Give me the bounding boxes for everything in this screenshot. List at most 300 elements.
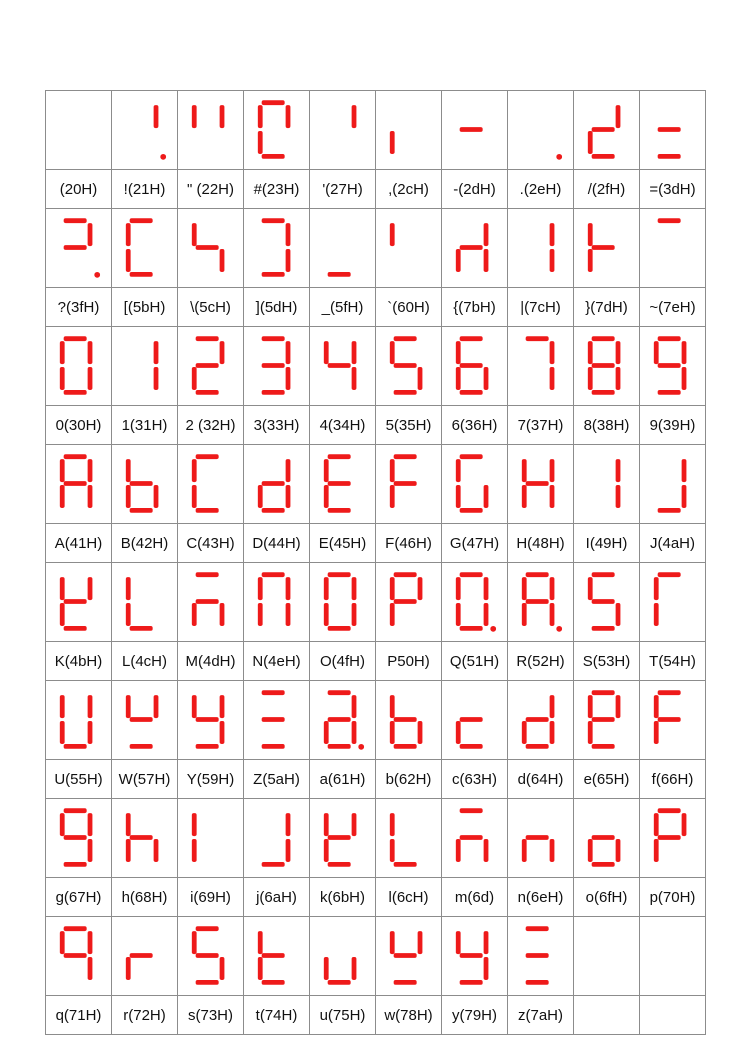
char-code-label: T(54H) xyxy=(640,642,706,681)
segment-b xyxy=(87,813,92,836)
segment-b xyxy=(87,931,92,954)
glyph-cell xyxy=(46,681,112,760)
char-code-label: H(48H) xyxy=(508,524,574,563)
segment-c xyxy=(549,603,554,626)
segment-d xyxy=(261,980,284,985)
seven-segment-glyph xyxy=(386,687,432,753)
glyph-cell xyxy=(46,445,112,524)
char-code-label: |(7cH) xyxy=(508,288,574,327)
segment-a xyxy=(591,690,614,695)
seven-segment-glyph xyxy=(320,687,366,753)
segment-e xyxy=(455,721,460,744)
glyph-cell xyxy=(310,799,376,878)
segment-g xyxy=(525,835,548,840)
char-code-label: -(2dH) xyxy=(442,170,508,209)
segment-a xyxy=(63,336,86,341)
segment-b xyxy=(153,695,158,718)
segment-c xyxy=(681,485,686,508)
segment-f xyxy=(455,931,460,954)
seven-segment-glyph xyxy=(188,923,234,989)
segment-e xyxy=(191,367,196,390)
segment-f xyxy=(587,223,592,246)
char-code-label: 4(34H) xyxy=(310,406,376,445)
segment-b xyxy=(351,695,356,718)
seven-segment-glyph xyxy=(122,333,168,399)
segment-g xyxy=(525,717,548,722)
segment-c xyxy=(351,957,356,980)
segment-d xyxy=(327,980,350,985)
char-code-label: 3(33H) xyxy=(244,406,310,445)
segment-d xyxy=(261,508,284,513)
glyph-row xyxy=(46,799,706,878)
glyph-cell xyxy=(310,445,376,524)
segment-c xyxy=(87,485,92,508)
glyph-cell xyxy=(112,445,178,524)
glyph-cell xyxy=(640,209,706,288)
segment-d xyxy=(459,508,482,513)
segment-d xyxy=(195,980,218,985)
segment-e xyxy=(257,603,262,626)
segment-f xyxy=(587,341,592,364)
char-code-label: I(49H) xyxy=(574,524,640,563)
char-code-label: N(4eH) xyxy=(244,642,310,681)
segment-d xyxy=(657,508,680,513)
glyph-cell xyxy=(574,681,640,760)
segment-a xyxy=(393,572,416,577)
segment-f xyxy=(191,459,196,482)
glyph-cell xyxy=(310,91,376,170)
segment-a xyxy=(261,100,284,105)
glyph-cell xyxy=(178,209,244,288)
seven-segment-glyph xyxy=(518,451,564,517)
seven-segment-glyph xyxy=(188,451,234,517)
segment-d xyxy=(129,626,152,631)
char-code-label: n(6eH) xyxy=(508,878,574,917)
glyph-row xyxy=(46,917,706,996)
segment-f xyxy=(323,341,328,364)
segment-g xyxy=(63,953,86,958)
char-code-label: h(68H) xyxy=(112,878,178,917)
glyph-cell xyxy=(376,327,442,406)
char-code-label: 6(36H) xyxy=(442,406,508,445)
segment-f xyxy=(191,695,196,718)
segment-d xyxy=(393,862,416,867)
segment-g xyxy=(129,717,152,722)
seven-segment-glyph xyxy=(254,569,300,635)
segment-b xyxy=(549,223,554,246)
char-code-label: f(66H) xyxy=(640,760,706,799)
seven-segment-glyph xyxy=(56,97,102,163)
segment-c xyxy=(549,249,554,272)
glyph-cell xyxy=(244,445,310,524)
segment-a xyxy=(393,454,416,459)
segment-g xyxy=(459,245,482,250)
seven-segment-glyph xyxy=(56,215,102,281)
char-code-label: b(62H) xyxy=(376,760,442,799)
char-code-label: G(47H) xyxy=(442,524,508,563)
segment-d xyxy=(525,744,548,749)
segment-b xyxy=(87,223,92,246)
glyph-cell xyxy=(178,327,244,406)
segment-e xyxy=(191,839,196,862)
segment-a xyxy=(657,690,680,695)
segment-d xyxy=(459,626,482,631)
segment-d xyxy=(591,154,614,159)
segment-c xyxy=(549,839,554,862)
glyph-cell xyxy=(508,91,574,170)
segment-b xyxy=(549,577,554,600)
seven-segment-glyph xyxy=(320,97,366,163)
segment-f xyxy=(455,459,460,482)
segment-g xyxy=(657,363,680,368)
segment-a xyxy=(657,336,680,341)
seven-segment-glyph xyxy=(650,97,696,163)
seven-segment-glyph xyxy=(452,97,498,163)
segment-e xyxy=(191,603,196,626)
label-row xyxy=(46,996,706,1035)
segment-a xyxy=(459,336,482,341)
segment-b xyxy=(483,931,488,954)
char-code-label: 9(39H) xyxy=(640,406,706,445)
seven-segment-glyph xyxy=(650,687,696,753)
segment-b xyxy=(285,577,290,600)
segment-f xyxy=(191,105,196,128)
char-code-label: 8(38H) xyxy=(574,406,640,445)
segment-g xyxy=(261,363,284,368)
seven-segment-glyph xyxy=(56,451,102,517)
label-row xyxy=(46,170,706,209)
char-code-label: J(4aH) xyxy=(640,524,706,563)
segment-f xyxy=(587,695,592,718)
glyph-cell xyxy=(508,681,574,760)
glyph-cell xyxy=(112,799,178,878)
segment-e xyxy=(389,721,394,744)
label-row xyxy=(46,760,706,799)
seven-segment-glyph xyxy=(122,451,168,517)
glyph-cell xyxy=(442,563,508,642)
segment-b xyxy=(285,105,290,128)
seven-segment-glyph xyxy=(584,687,630,753)
glyph-cell xyxy=(442,91,508,170)
glyph-cell xyxy=(112,917,178,996)
segment-c xyxy=(87,839,92,862)
glyph-cell xyxy=(640,563,706,642)
char-code-label: (20H) xyxy=(46,170,112,209)
seven-segment-glyph xyxy=(320,805,366,871)
segment-e xyxy=(257,957,262,980)
segment-a xyxy=(327,454,350,459)
segment-g xyxy=(261,953,284,958)
char-code-label xyxy=(640,996,706,1035)
segment-g xyxy=(525,953,548,958)
glyph-cell xyxy=(112,327,178,406)
glyph-cell xyxy=(310,563,376,642)
glyph-cell xyxy=(244,799,310,878)
segment-b xyxy=(87,459,92,482)
segment-b xyxy=(549,459,554,482)
seven-segment-glyph xyxy=(320,333,366,399)
segment-f xyxy=(59,931,64,954)
segment-f xyxy=(521,459,526,482)
segment-g xyxy=(129,835,152,840)
segment-g xyxy=(591,127,614,132)
segment-a xyxy=(525,336,548,341)
segment-g xyxy=(591,835,614,840)
glyph-cell xyxy=(508,327,574,406)
glyph-cell xyxy=(244,917,310,996)
char-code-label: O(4fH) xyxy=(310,642,376,681)
char-code-label: L(4cH) xyxy=(112,642,178,681)
seven-segment-glyph xyxy=(188,215,234,281)
segment-b xyxy=(681,813,686,836)
char-code-label: \(5cH) xyxy=(178,288,244,327)
glyph-cell xyxy=(508,209,574,288)
segment-e xyxy=(389,603,394,626)
seven-segment-glyph xyxy=(188,333,234,399)
segment-a xyxy=(129,218,152,223)
segment-g xyxy=(393,599,416,604)
char-code-label xyxy=(574,996,640,1035)
segment-e xyxy=(59,721,64,744)
char-code-label: d(64H) xyxy=(508,760,574,799)
segment-c xyxy=(483,485,488,508)
char-code-label: 7(37H) xyxy=(508,406,574,445)
segment-c xyxy=(351,721,356,744)
char-code-label: ?(3fH) xyxy=(46,288,112,327)
segment-d xyxy=(63,390,86,395)
seven-segment-glyph xyxy=(254,923,300,989)
seven-segment-glyph xyxy=(452,215,498,281)
char-code-label: {(7bH) xyxy=(442,288,508,327)
segment-e xyxy=(455,603,460,626)
segment-e xyxy=(257,131,262,154)
segment-f xyxy=(125,695,130,718)
glyph-cell xyxy=(574,445,640,524)
segment-f xyxy=(389,577,394,600)
segment-c xyxy=(219,957,224,980)
segment-e xyxy=(191,485,196,508)
segment-b xyxy=(87,695,92,718)
segment-e xyxy=(455,367,460,390)
segment-c xyxy=(417,367,422,390)
segment-d xyxy=(63,744,86,749)
segment-e xyxy=(521,721,526,744)
label-row xyxy=(46,288,706,327)
glyph-cell xyxy=(112,563,178,642)
segment-f xyxy=(257,105,262,128)
segment-g xyxy=(459,717,482,722)
segment-f xyxy=(455,341,460,364)
segment-d xyxy=(591,744,614,749)
segment-g xyxy=(327,835,350,840)
segment-g xyxy=(657,127,680,132)
char-code-label: y(79H) xyxy=(442,996,508,1035)
segment-f xyxy=(653,341,658,364)
char-code-label: W(57H) xyxy=(112,760,178,799)
segment-c xyxy=(87,957,92,980)
segment-b xyxy=(285,341,290,364)
segment-f xyxy=(389,695,394,718)
glyph-cell xyxy=(574,91,640,170)
glyph-cell xyxy=(574,917,640,996)
segment-f xyxy=(389,223,394,246)
seven-segment-glyph xyxy=(320,923,366,989)
segment-e xyxy=(455,249,460,272)
char-code-label: D(44H) xyxy=(244,524,310,563)
seven-segment-glyph xyxy=(254,451,300,517)
decimal-point xyxy=(556,154,562,160)
char-code-label: a(61H) xyxy=(310,760,376,799)
seven-segment-glyph xyxy=(254,687,300,753)
segment-e xyxy=(125,603,130,626)
char-code-label: o(6fH) xyxy=(574,878,640,917)
seven-segment-glyph xyxy=(650,805,696,871)
segment-e xyxy=(587,721,592,744)
seven-segment-glyph xyxy=(584,333,630,399)
seven-segment-glyph xyxy=(650,923,696,989)
segment-f xyxy=(521,577,526,600)
segment-d xyxy=(195,744,218,749)
seven-segment-glyph xyxy=(452,451,498,517)
segment-b xyxy=(615,341,620,364)
segment-e xyxy=(257,485,262,508)
segment-c xyxy=(483,249,488,272)
char-code-label: /(2fH) xyxy=(574,170,640,209)
seven-segment-glyph xyxy=(188,97,234,163)
glyph-cell xyxy=(640,327,706,406)
segment-d xyxy=(459,744,482,749)
char-code-label: m(6d) xyxy=(442,878,508,917)
segment-f xyxy=(455,577,460,600)
seven-segment-glyph xyxy=(122,687,168,753)
segment-c xyxy=(549,367,554,390)
glyph-cell xyxy=(46,563,112,642)
seven-segment-glyph xyxy=(386,215,432,281)
char-code-label: _(5fH) xyxy=(310,288,376,327)
seven-segment-glyph xyxy=(518,333,564,399)
segment-e xyxy=(521,603,526,626)
char-code-label: E(45H) xyxy=(310,524,376,563)
segment-f xyxy=(191,931,196,954)
segment-f xyxy=(389,813,394,836)
segment-e xyxy=(323,957,328,980)
glyph-cell xyxy=(376,91,442,170)
char-code-label: ](5dH) xyxy=(244,288,310,327)
segment-c xyxy=(615,603,620,626)
segment-e xyxy=(59,603,64,626)
char-code-label: p(70H) xyxy=(640,878,706,917)
segment-a xyxy=(195,454,218,459)
glyph-cell xyxy=(310,681,376,760)
seven-segment-glyph xyxy=(56,805,102,871)
segment-e xyxy=(125,249,130,272)
glyph-cell xyxy=(112,91,178,170)
segment-f xyxy=(257,931,262,954)
segment-g xyxy=(591,717,614,722)
glyph-row xyxy=(46,209,706,288)
segment-a xyxy=(261,690,284,695)
segment-b xyxy=(615,695,620,718)
char-code-label: c(63H) xyxy=(442,760,508,799)
segment-c xyxy=(351,367,356,390)
segment-f xyxy=(191,813,196,836)
seven-segment-glyph xyxy=(452,569,498,635)
glyph-row xyxy=(46,327,706,406)
segment-g xyxy=(657,835,680,840)
segment-e xyxy=(455,839,460,862)
segment-e xyxy=(653,603,658,626)
segment-d xyxy=(261,154,284,159)
segment-c xyxy=(483,367,488,390)
segment-d xyxy=(129,744,152,749)
segment-g xyxy=(261,481,284,486)
segment-b xyxy=(219,341,224,364)
glyph-cell xyxy=(574,799,640,878)
segment-g xyxy=(459,953,482,958)
segment-e xyxy=(125,957,130,980)
segment-b xyxy=(417,931,422,954)
segment-g xyxy=(393,363,416,368)
char-code-label: k(6bH) xyxy=(310,878,376,917)
segment-g xyxy=(393,481,416,486)
segment-d xyxy=(393,390,416,395)
char-code-label: M(4dH) xyxy=(178,642,244,681)
segment-b xyxy=(549,695,554,718)
seven-segment-glyph xyxy=(122,569,168,635)
seven-segment-glyph xyxy=(122,215,168,281)
segment-f xyxy=(653,813,658,836)
segment-d xyxy=(393,744,416,749)
glyph-cell xyxy=(508,799,574,878)
segment-g xyxy=(129,481,152,486)
segment-a xyxy=(195,572,218,577)
segment-e xyxy=(323,485,328,508)
segment-d xyxy=(261,862,284,867)
segment-e xyxy=(125,485,130,508)
seven-segment-glyph xyxy=(320,451,366,517)
segment-d xyxy=(657,154,680,159)
segment-f xyxy=(125,459,130,482)
segment-a xyxy=(657,808,680,813)
char-code-label: ,(2cH) xyxy=(376,170,442,209)
segment-e xyxy=(587,131,592,154)
segment-d xyxy=(129,272,152,277)
seven-segment-glyph xyxy=(254,215,300,281)
segment-d xyxy=(327,626,350,631)
seven-segment-glyph xyxy=(122,805,168,871)
glyph-cell xyxy=(442,799,508,878)
char-code-label: " (22H) xyxy=(178,170,244,209)
char-code-label: j(6aH) xyxy=(244,878,310,917)
segment-b xyxy=(615,459,620,482)
char-code-label: Y(59H) xyxy=(178,760,244,799)
char-code-label: R(52H) xyxy=(508,642,574,681)
segment-g xyxy=(129,953,152,958)
segment-c xyxy=(285,603,290,626)
segment-g xyxy=(63,835,86,840)
segment-d xyxy=(327,508,350,513)
seven-segment-glyph xyxy=(650,569,696,635)
seven-segment-glyph xyxy=(320,569,366,635)
segment-g xyxy=(63,599,86,604)
segment-g xyxy=(195,245,218,250)
segment-c xyxy=(285,367,290,390)
segment-f xyxy=(125,577,130,600)
seven-segment-glyph xyxy=(584,215,630,281)
seven-segment-glyph xyxy=(584,569,630,635)
seven-segment-glyph xyxy=(56,569,102,635)
glyph-cell xyxy=(574,563,640,642)
